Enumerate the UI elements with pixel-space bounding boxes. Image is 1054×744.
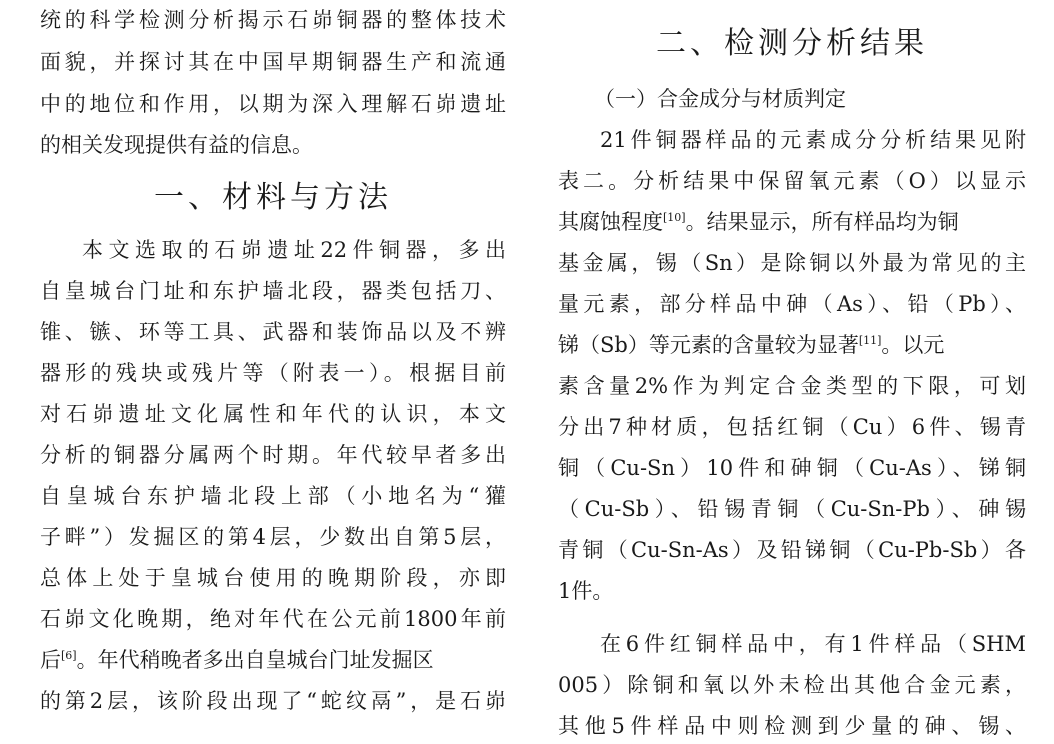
text-line: 基金属，锡（Sn）是除铜以外最为常见的主 (558, 251, 1026, 275)
text-line: 总体上处于皇城台使用的晚期阶段，亦即 (40, 566, 506, 590)
text-line: 子畔”）发掘区的第4层，少数出自第5层， (40, 525, 506, 549)
text-line: 在6件红铜样品中，有1件样品（SHM (600, 632, 1026, 656)
text-line: 铜（Cu-Sn）10件和砷铜（Cu-As）、锑铜 (558, 456, 1026, 480)
text-line (558, 327, 1026, 363)
text-line: 分析的铜器分属两个时期。年代较早者多出 (40, 443, 506, 467)
text-line: 的第2层，该阶段出现了“蛇纹鬲”，是石峁 (40, 689, 506, 713)
text-line: 石峁文化晚期，绝对年代在公元前1800年前 (40, 607, 506, 631)
text-segment: 锑（Sb）等元素的含量较为显著 (558, 333, 859, 357)
text-line: 表二。分析结果中保留氧元素（O）以显示 (558, 169, 1026, 193)
section-heading-results: 二、检测分析结果 (656, 26, 928, 61)
text-line: 本文选取的石峁遗址22件铜器，多出 (82, 238, 506, 262)
text-line: 对石峁遗址文化属性和年代的认识，本文 (40, 402, 506, 426)
text-line (558, 204, 1026, 240)
text-segment: 。年代稍晚者多出自皇城台门址发掘区 (76, 648, 434, 672)
text-segment: 其腐蚀程度 (558, 210, 663, 234)
text-line: 自皇城台东护墙北段上部（小地名为“獾 (40, 484, 506, 508)
citation-ref-10[interactable]: [10] (663, 211, 686, 224)
text-line: 量元素，部分样品中砷（As）、铅（Pb）、 (558, 292, 1026, 316)
citation-ref-6[interactable]: [6] (61, 649, 77, 662)
text-line: 统的科学检测分析揭示石峁铜器的整体技术 (40, 8, 506, 32)
text-segment: 后 (40, 648, 61, 672)
subsection-heading: （一）合金成分与材质判定 (594, 87, 846, 111)
text-line: 005）除铜和氧以外未检出其他合金元素， (558, 673, 1026, 697)
text-line: 青铜（Cu-Sn-As）及铅锑铜（Cu-Pb-Sb）各 (558, 538, 1026, 562)
text-line (40, 642, 506, 678)
text-line: 1件。 (558, 579, 614, 603)
text-line: （Cu-Sb）、铅锡青铜（Cu-Sn-Pb）、砷锡 (558, 497, 1026, 521)
text-line: 21件铜器样品的元素成分分析结果见附 (600, 128, 1026, 152)
text-line: 中的地位和作用，以期为深入理解石峁遗址 (40, 92, 506, 116)
citation-ref-11[interactable]: [11] (858, 334, 882, 347)
text-line: 的相关发现提供有益的信息。 (40, 133, 313, 157)
text-line: 面貌，并探讨其在中国早期铜器生产和流通 (40, 50, 506, 74)
text-line: 其他5件样品中则检测到少量的砷、锡、 (558, 714, 1026, 738)
section-heading-materials-methods: 一、材料与方法 (154, 180, 392, 215)
text-line: 器形的残块或残片等（附表一）。根据目前 (40, 361, 506, 385)
text-line: 分出7种材质，包括红铜（Cu）6件、锡青 (558, 415, 1026, 439)
text-segment: 。结果显示，所有样品均为铜 (685, 210, 959, 234)
text-line: 素含量2%作为判定合金类型的下限，可划 (558, 374, 1026, 398)
text-segment: 。以元 (881, 333, 945, 357)
text-line: 锥、镞、环等工具、武器和装饰品以及不辨 (40, 320, 506, 344)
text-line: 自皇城台门址和东护墙北段，器类包括刀、 (40, 279, 506, 303)
